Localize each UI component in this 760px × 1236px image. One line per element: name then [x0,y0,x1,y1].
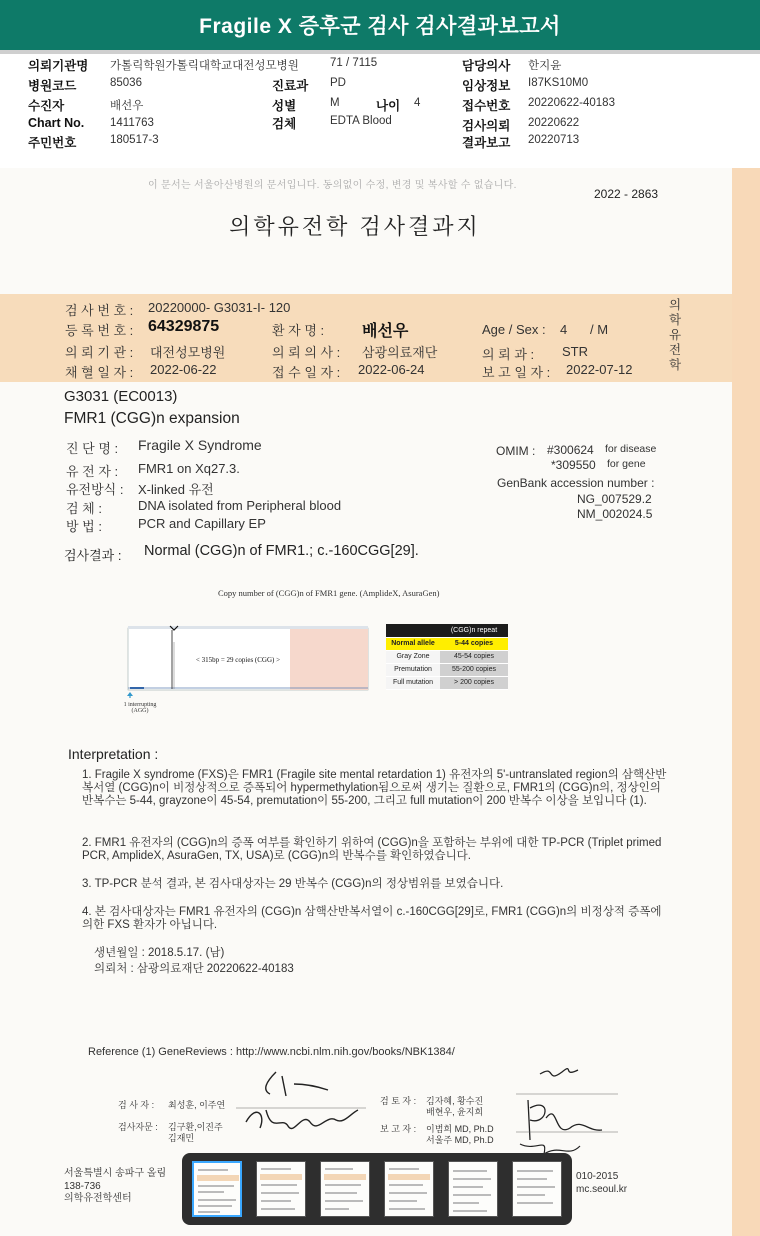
header-divider [0,50,760,54]
dept: STR [562,344,588,359]
side-char: 유 [668,328,682,342]
requester: 의뢰처 : 삼광의료재단 20220622-40183 [94,963,294,975]
patient-name: 배선우 [362,323,409,340]
genbank-label: GenBank accession number : [497,476,655,490]
omim-gene-text: for gene [607,458,646,470]
peak-label: < 315bp = 29 copies (CGG) > [195,656,281,664]
info-value-age: 4 [414,97,421,109]
legend-category: Gray Zone [386,650,440,663]
result-label: 검사결과 : [64,548,122,563]
reviewer-names-2: 배현우, 윤지희 [426,1107,484,1117]
legend-header-row [386,624,508,637]
legend-range: > 200 copies [440,676,508,689]
footer-address-3: 의학유전학센터 [64,1193,132,1204]
institution-label: 의 뢰 기 관 : [65,345,134,360]
meta-label-diagnosis: 진 단 명 : [66,441,119,456]
exam-no-label: 검 사 번 호 : [65,303,134,318]
info-label-doctor: 담당의사 [462,59,511,73]
side-char: 의 [668,298,682,312]
interpretation-paragraph-4: 4. 본 검사대상자는 FMR1 유전자의 (CGG)n 삼핵산반복서열이 c.-160CGG[29]로, FMR1 (CGG)n의 비정상적 증폭에 의한 FXS 환자가 아닙니다. [82,906,662,931]
reporter-names-2: 서울주 MD, Ph.D [426,1135,494,1145]
examiner-names: 최성훈, 이주연 [168,1100,226,1110]
test-name: FMR1 (CGG)n expansion [64,410,240,427]
info-value-doctor: 한지윤 [528,60,562,72]
info-label-hospital-code: 병원코드 [28,79,77,93]
agesex-label: Age / Sex : [482,322,546,337]
result-value: Normal (CGG)n of FMR1.; c.-160CGG[29]. [144,543,419,559]
meta-label-specimen: 검 체 : [66,501,102,516]
doctor: 삼광의료재단 [362,345,438,360]
interpretation-paragraph-3: 3. TP-PCR 분석 결과, 본 검사대상자는 29 반복수 (CGG)n의 정상범위를 보였습니다. [82,878,504,890]
doctor-label: 의 뢰 의 사 : [272,345,341,360]
omim-label: OMIM : [496,444,536,458]
capillary-electropherogram [120,616,380,698]
side-char: 학 [668,358,682,372]
meta-label-inheritance: 유전방식 : [66,482,124,497]
info-label-department: 진료과 [272,79,309,93]
interpretation-title: Interpretation : [68,746,159,762]
page-thumbnail-1[interactable] [192,1161,242,1217]
omim-disease-no: #300624 [547,443,594,457]
info-value-request-date: 20220622 [528,117,580,129]
advisor-names-2: 김재민 [168,1133,195,1143]
footer-site: mc.seoul.kr [576,1184,628,1195]
report-label: 보 고 일 자 : [482,365,551,380]
info-label-patient: 수진자 [28,99,65,113]
repeat-legend-table [386,624,508,690]
footer-phone: 010-2015 [576,1171,619,1182]
meta-value-method: PCR and Capillary EP [138,516,266,531]
legend-category: Premutation [386,663,440,676]
info-label-receipt: 접수번호 [462,99,511,113]
page-thumbnail-strip[interactable] [182,1153,572,1225]
info-label-sex: 성별 [272,99,297,113]
side-label [668,298,682,373]
collect-label: 채 혈 일 자 : [65,365,134,380]
agg-peak [130,687,144,689]
collect-date: 2022-06-22 [150,362,217,377]
info-value-report-date: 20220713 [528,134,580,146]
meta-label-gene: 유 전 자 : [66,464,119,479]
reference: Reference (1) GeneReviews : http://www.ncbi.nlm.nih.gov/books/NBK1384/ [88,1046,455,1058]
agg-label-line1: 1 interrupting [123,702,157,708]
request-info [0,56,760,154]
info-value-chart: 1411763 [110,117,154,129]
legend-header: (CGG)n repeat [440,624,508,637]
copy-notice: 이 문서는 서울아산병원의 문서입니다. 동의없이 수정, 변경 및 복사할 수 없습니다. [148,180,517,191]
footer-address [64,1168,166,1206]
info-value-rrn: 180517-3 [110,134,159,146]
patient-label: 환 자 명 : [272,323,325,338]
meta-value-diagnosis: Fragile X Syndrome [138,437,262,453]
reviewer-label: 검 토 자 : [380,1096,417,1106]
info-value-patient: 배선우 [110,100,144,112]
omim-disease-text: for disease [605,443,657,455]
reviewer-names-1: 김자혜, 황수진 [426,1096,484,1106]
legend-range: 5-44 copies [440,637,508,650]
page-thumbnail-6[interactable] [512,1161,562,1217]
page-edge-band [732,168,760,1236]
reviewer-signature [500,1048,620,1168]
info-value-specimen: EDTA Blood [330,115,392,127]
info-label-rrn: 주민번호 [28,136,77,150]
info-value-clinical: I87KS10M0 [528,77,589,89]
page-thumbnail-2[interactable] [256,1161,306,1217]
report-title: Fragile X 증후군 검사 검사결과보고서 [199,15,561,38]
examiner-label: 검 사 자 : [118,1100,155,1110]
info-label-report-date: 결과보고 [462,136,511,150]
reg-no-label: 등 록 번 호 : [65,323,134,338]
age-value: 4 [560,322,568,337]
info-value-receipt: 20220622-40183 [528,97,615,109]
interpretation-paragraph-2: 2. FMR1 유전자의 (CGG)n의 증폭 여부를 확인하기 위하여 (CGG)n을 포함하는 부위에 대한 TP-PCR (Triplet primed PCR, AmplideX, AsuraGen, TX, USA)로 (CGG)n의 반복수를 확인하였습니다. [82,837,662,862]
info-label-institution: 의뢰기관명 [28,59,89,73]
legend-category: Normal allele [386,637,440,650]
info-label-chart: Chart No. [28,116,85,130]
report-header [0,0,760,50]
info-value-department: PD [330,77,346,89]
meta-value-specimen: DNA isolated from Peripheral blood [138,498,342,513]
agg-arrow-head [127,692,133,696]
test-code: G3031 (EC0013) [64,388,178,405]
scanned-report [0,168,760,1236]
page-thumbnail-5[interactable] [448,1161,498,1217]
meta-value-gene: FMR1 on Xq27.3. [138,461,240,476]
footer-address-2: 138-736 [64,1180,101,1192]
plot-top-scale [128,626,368,629]
legend-row [386,650,508,663]
omim-gene-no: *309550 [551,458,596,472]
reporter-label: 보 고 자 : [380,1124,417,1134]
page-thumbnail-3[interactable] [320,1161,370,1217]
legend-range: 55-200 copies [440,663,508,676]
footer-address-1: 서울특별시 송파구 올림 [64,1168,167,1179]
sex-value: / M [590,322,609,337]
reporter-names-1: 이범희 MD, Ph.D [426,1124,494,1134]
receive-label: 접 수 일 자 : [272,365,341,380]
agg-label [120,702,160,714]
meta-label-method: 방 법 : [66,519,102,534]
interpretation-paragraph-1: 1. Fragile X syndrome (FXS)은 FMR1 (Fragile site mental retardation 1) 유전자의 5'-untranslated region의 삼핵산반복서열 (CGG)n이 비정상적으로 증폭되어 hypermethylation됨으로써 생기는 질환으로, FMR1의 (CGG)n의, 정상인의 반복수는 5-44, grayzone이 45-54, premutation이 55-200, 그리고 full mutation이 200 반복수 이상을 보입니다 (1). [82,769,667,807]
info-label-request-date: 검사의뢰 [462,119,511,133]
info-label-clinical: 임상정보 [462,79,511,93]
legend-range: 45-54 copies [440,650,508,663]
advisor-names-1: 김구환,이진주 [168,1122,223,1132]
examiner-signature [236,1064,366,1144]
figure-caption: Copy number of (CGG)n of FMR1 gene. (AmplideX, AsuraGen) [218,588,440,598]
page-thumbnail-4[interactable] [384,1161,434,1217]
document-number: 2022 - 2863 [594,187,659,201]
document-title: 의학유전학 검사결과지 [229,214,481,239]
reg-no: 64329875 [148,318,220,335]
exam-no: 20220000- G3031-I- 120 [148,300,291,315]
side-char: 학 [668,313,682,327]
side-char: 전 [668,343,682,357]
meta-value-inheritance: X-linked 유전 [138,482,214,497]
info-value-institution-code: 71 / 7115 [330,57,378,69]
info-value-institution: 가톨릭학원가톨릭대학교대전성모병원 [110,60,299,72]
patient-band [0,294,732,382]
genbank-acc-2: NM_002024.5 [577,507,653,521]
report-date: 2022-07-12 [566,362,633,377]
info-value-hospital-code: 85036 [110,77,142,89]
expansion-region [290,629,368,690]
legend-row [386,676,508,689]
advisor-label: 검사자문 : [118,1122,158,1132]
genbank-acc-1: NG_007529.2 [577,492,652,506]
legend-header-blank [386,624,440,637]
legend-row [386,637,508,650]
receive-date: 2022-06-24 [358,362,425,377]
institution: 대전성모병원 [150,345,226,360]
legend-category: Full mutation [386,676,440,689]
legend-row [386,663,508,676]
dept-label: 의 뢰 과 : [482,347,535,362]
birth-date: 생년월일 : 2018.5.17. (남) [94,947,225,959]
agg-label-line2: (AGG) [131,708,149,714]
info-value-sex: M [330,97,340,109]
info-label-age: 나이 [376,99,401,113]
info-label-specimen: 검체 [272,117,297,131]
